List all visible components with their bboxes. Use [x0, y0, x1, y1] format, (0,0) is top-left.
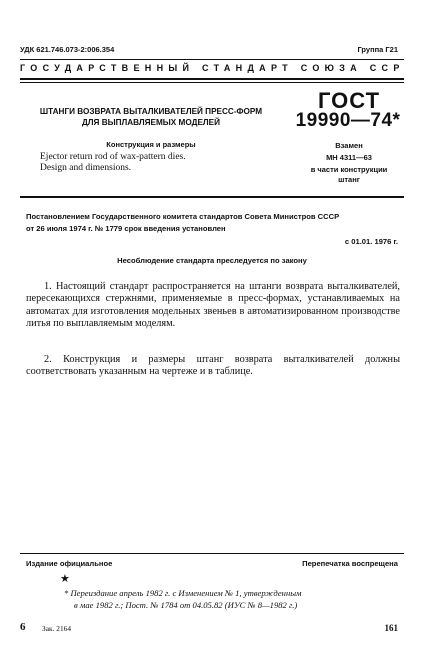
title-en-line-1: Ejector return rod of wax-pattern dies. — [40, 152, 186, 162]
footnote-line-1: * Переиздание апрель 1982 г. с Изменением № 1, утвержденным — [64, 588, 302, 598]
standard-subtitle-ru: Конструкция и размеры — [106, 140, 196, 149]
body-paragraph-1: 1. Настоящий стандарт распространяется на штанги возврата выталкивателей, пересекающихся стержнями, применяемые в пресс-формах, устанавливаемых на автоматах для изготовления модельных звеньев в автоматизированном производстве литья по выплавляемым моделям. — [26, 281, 400, 329]
top-rule-lower-thin — [20, 82, 404, 83]
replace-label: Взамен — [335, 141, 363, 150]
replace-note-line-1: в части конструкции — [310, 165, 388, 174]
replace-note — [294, 165, 404, 185]
star-icon: ★ — [60, 573, 70, 585]
print-order-number: Зак. 2164 — [42, 624, 72, 633]
top-rule-upper — [20, 59, 404, 60]
page-number-left: 6 — [20, 621, 26, 633]
body-paragraph-2: 2. Конструкция и размеры штанг возврата выталкивателей должны соответствовать указанным на чертеже и в таблице. — [26, 354, 400, 378]
reprint-prohibited-label: Перепечатка воспрещена — [302, 559, 398, 568]
title-en-line-2: Design and dimensions. — [40, 163, 132, 173]
top-rule-lower-thick — [20, 78, 404, 80]
gost-number: 19990—74* — [295, 110, 401, 131]
official-edition-label: Издание официальное — [26, 559, 113, 568]
group-code: Группа Г21 — [357, 45, 398, 54]
decree-line-1: Постановлением Государственного комитета стандартов Совета Министров СССР — [26, 212, 340, 221]
decree-text — [26, 211, 400, 235]
footnote — [64, 588, 404, 611]
violation-notice: Несоблюдение стандарта преследуется по закону — [117, 256, 307, 265]
standard-title-en — [40, 152, 270, 174]
udk-code: УДК 621.746.073-2:006.354 — [20, 45, 115, 54]
footer-rule — [20, 553, 404, 554]
footnote-line-2: в мае 1982 г.; Пост. № 1784 от 04.05.82 (ИУС № 8—1982 г.) — [74, 599, 298, 610]
decree-line-2: от 26 июля 1974 г. № 1779 срок введения установлен — [26, 224, 226, 233]
gost-label: ГОСТ — [317, 88, 381, 113]
replace-value: МН 4311—63 — [326, 153, 372, 162]
replace-note-line-2: штанг — [338, 175, 360, 184]
title-line-1: ШТАНГИ ВОЗВРАТА ВЫТАЛКИВАТЕЛЕЙ ПРЕСС-ФОРМ — [39, 107, 263, 116]
state-standard-heading: ГОСУДАРСТВЕННЫЙ СТАНДАРТ СОЮЗА ССР — [20, 63, 405, 73]
title-line-2: ДЛЯ ВЫПЛАВЛЯЕМЫХ МОДЕЛЕЙ — [81, 118, 221, 127]
effective-date: с 01.01. 1976 г. — [344, 237, 398, 246]
standard-title-ru — [22, 106, 280, 128]
page-number-right: 161 — [384, 623, 398, 633]
section-divider — [20, 196, 404, 198]
